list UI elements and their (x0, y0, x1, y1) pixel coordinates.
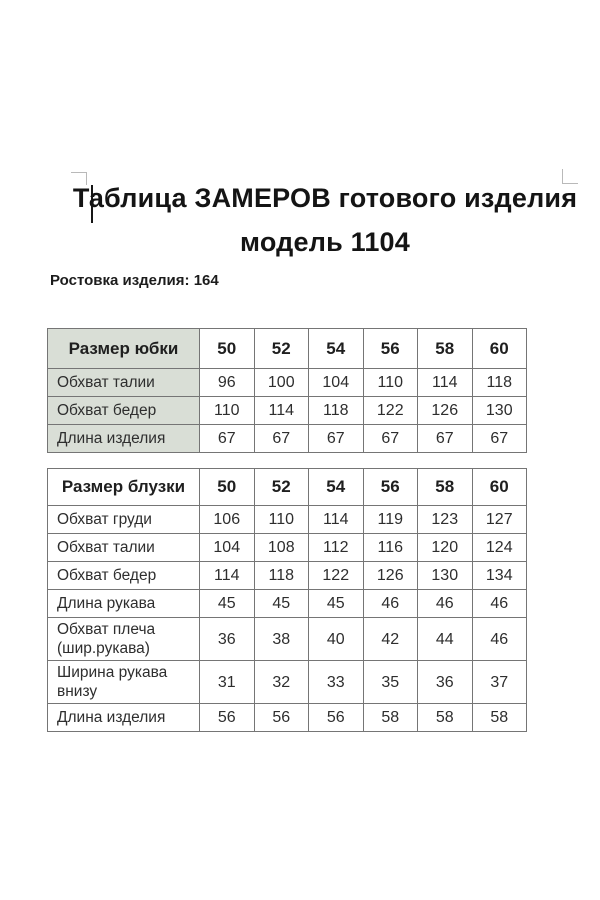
measure-value: 46 (418, 590, 473, 618)
size-column-header: 56 (363, 329, 418, 369)
measure-value: 37 (472, 661, 527, 704)
table-row (48, 506, 527, 534)
table-row (48, 369, 527, 397)
skirt-measurements-table (47, 328, 527, 453)
measure-value: 134 (472, 562, 527, 590)
measure-value: 58 (418, 704, 473, 732)
measure-value: 46 (472, 618, 527, 661)
row-label: Ширина рукава внизу (48, 661, 200, 704)
measure-value: 110 (254, 506, 309, 534)
measure-value: 118 (309, 397, 364, 425)
measure-value: 130 (418, 562, 473, 590)
measure-value: 36 (418, 661, 473, 704)
table-row (48, 704, 527, 732)
measure-value: 123 (418, 506, 473, 534)
measure-value: 110 (200, 397, 255, 425)
measure-value: 56 (254, 704, 309, 732)
size-column-header: 60 (472, 329, 527, 369)
table-row (48, 661, 527, 704)
measure-value: 32 (254, 661, 309, 704)
measure-value: 67 (472, 425, 527, 453)
measure-value: 126 (418, 397, 473, 425)
product-height-note: Ростовка изделия: 164 (50, 272, 219, 289)
measure-value: 45 (309, 590, 364, 618)
measure-value: 127 (472, 506, 527, 534)
row-label: Длина изделия (48, 704, 200, 732)
row-label: Обхват талии (48, 534, 200, 562)
measure-value: 38 (254, 618, 309, 661)
measure-value: 106 (200, 506, 255, 534)
measure-value: 42 (363, 618, 418, 661)
size-column-header: 54 (309, 329, 364, 369)
size-column-header: 56 (363, 469, 418, 506)
measure-value: 67 (363, 425, 418, 453)
measure-value: 45 (254, 590, 309, 618)
table-row (48, 590, 527, 618)
size-column-header: 52 (254, 469, 309, 506)
blouse-header-label: Размер блузки (48, 469, 200, 506)
measure-value: 122 (309, 562, 364, 590)
document-title (50, 176, 600, 264)
measure-value: 31 (200, 661, 255, 704)
row-label: Длина изделия (48, 425, 200, 453)
blouse-measurements-table (47, 468, 527, 732)
measure-value: 122 (363, 397, 418, 425)
table-row (48, 534, 527, 562)
measure-value: 67 (309, 425, 364, 453)
measure-value: 120 (418, 534, 473, 562)
measure-value: 119 (363, 506, 418, 534)
measure-value: 114 (418, 369, 473, 397)
measure-value: 67 (200, 425, 255, 453)
measure-value: 114 (200, 562, 255, 590)
measure-value: 46 (363, 590, 418, 618)
measure-value: 33 (309, 661, 364, 704)
measure-value: 96 (200, 369, 255, 397)
measure-value: 124 (472, 534, 527, 562)
measure-value: 108 (254, 534, 309, 562)
size-column-header: 58 (418, 329, 473, 369)
measure-value: 45 (200, 590, 255, 618)
measure-value: 126 (363, 562, 418, 590)
size-column-header: 54 (309, 469, 364, 506)
measure-value: 116 (363, 534, 418, 562)
measure-value: 44 (418, 618, 473, 661)
measure-value: 40 (309, 618, 364, 661)
row-label: Обхват талии (48, 369, 200, 397)
measure-value: 112 (309, 534, 364, 562)
measure-value: 35 (363, 661, 418, 704)
size-column-header: 60 (472, 469, 527, 506)
blouse-header-row (48, 469, 527, 506)
measure-value: 56 (309, 704, 364, 732)
size-column-header: 52 (254, 329, 309, 369)
skirt-header-label: Размер юбки (48, 329, 200, 369)
measure-value: 104 (309, 369, 364, 397)
measure-value: 130 (472, 397, 527, 425)
measure-value: 36 (200, 618, 255, 661)
skirt-header-row (48, 329, 527, 369)
measure-value: 114 (254, 397, 309, 425)
measure-value: 114 (309, 506, 364, 534)
measure-value: 118 (254, 562, 309, 590)
measure-value: 46 (472, 590, 527, 618)
size-column-header: 58 (418, 469, 473, 506)
measure-value: 100 (254, 369, 309, 397)
measure-value: 118 (472, 369, 527, 397)
measure-value: 110 (363, 369, 418, 397)
row-label: Обхват груди (48, 506, 200, 534)
size-column-header: 50 (200, 329, 255, 369)
measure-value: 56 (200, 704, 255, 732)
row-label: Обхват плеча (шир.рукава) (48, 618, 200, 661)
table-row (48, 425, 527, 453)
row-label: Обхват бедер (48, 562, 200, 590)
measure-value: 58 (363, 704, 418, 732)
table-row (48, 562, 527, 590)
table-row (48, 618, 527, 661)
row-label: Длина рукава (48, 590, 200, 618)
title-line-2: модель 1104 (240, 227, 410, 257)
row-label: Обхват бедер (48, 397, 200, 425)
measure-value: 104 (200, 534, 255, 562)
measure-value: 67 (418, 425, 473, 453)
measure-value: 58 (472, 704, 527, 732)
size-column-header: 50 (200, 469, 255, 506)
measure-value: 67 (254, 425, 309, 453)
table-row (48, 397, 527, 425)
title-line-1: Таблица ЗАМЕРОВ готового изделия (72, 183, 578, 213)
